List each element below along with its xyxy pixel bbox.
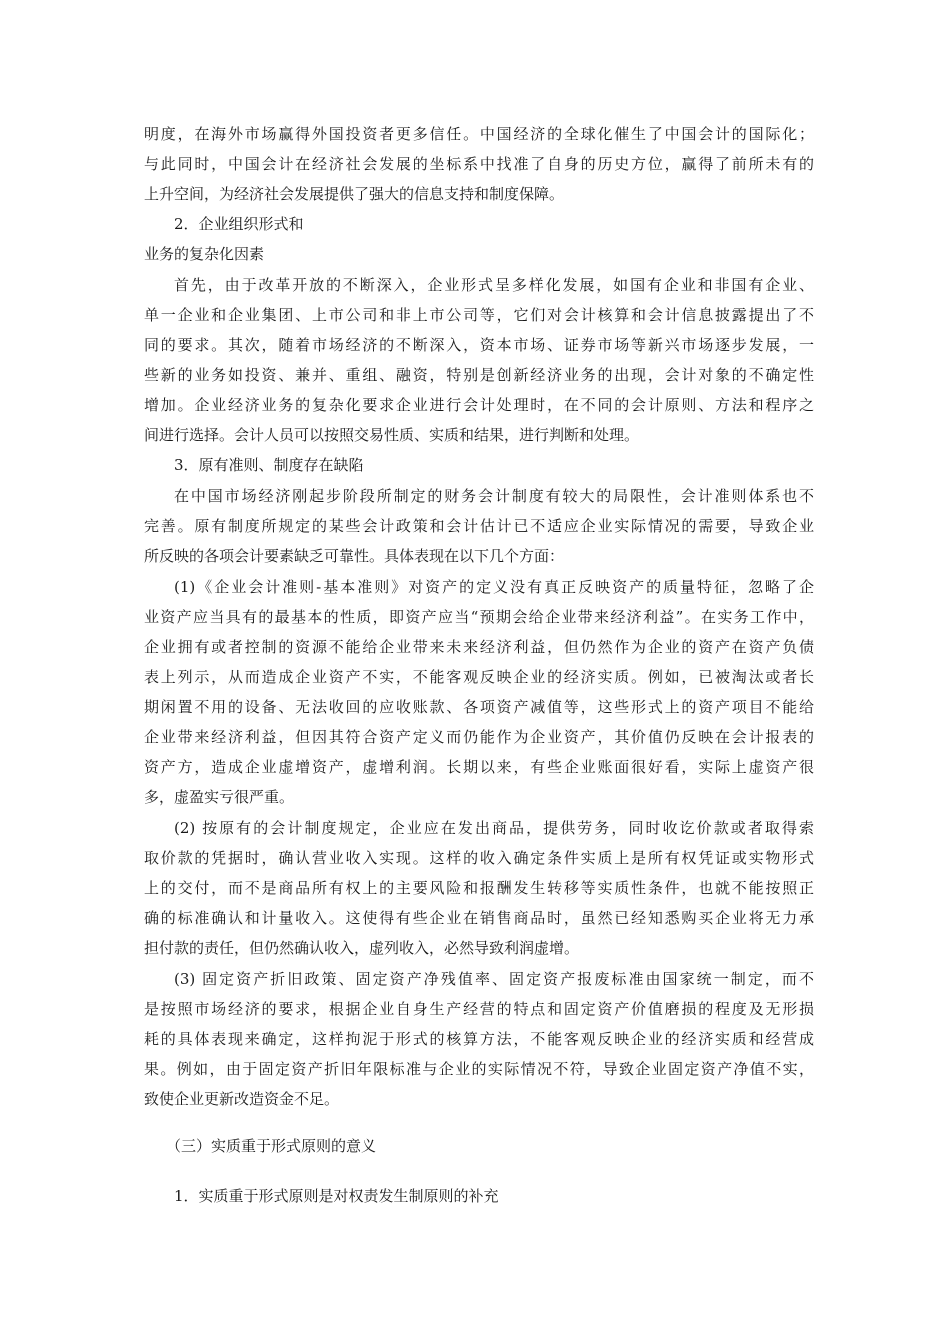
text-line: 所反映的各项会计要素缺乏可靠性。具体表现在以下几个方面：	[144, 547, 565, 565]
list-item-line: (2) 按原有的会计制度规定，企业应在发出商品，提供劳务，同时收讫价款或者取得索	[174, 819, 814, 837]
section-heading: 3．原有准则、制度存在缺陷	[174, 456, 364, 474]
text-line: 上升空间，为经济社会发展提供了强大的信息支持和制度保障。	[144, 185, 565, 203]
text-line: 在中国市场经济刚起步阶段所制定的财务会计制度有较大的局限性，会计准则体系也不	[174, 487, 814, 505]
list-item-line: 资产方，造成企业虚增资产，虚增利润。长期以来，有些企业账面很好看，实际上虚资产很	[144, 758, 814, 776]
list-item-line: 是按照市场经济的要求，根据企业自身生产经营的特点和固定资产价值磨损的程度及无形损	[144, 1000, 814, 1018]
text-line: 单一企业和企业集团、上市公司和非上市公司等，它们对会计核算和会计信息披露提出了不	[144, 306, 814, 324]
list-item-line: (3) 固定资产折旧政策、固定资产净残值率、固定资产报废标准由国家统一制定，而不	[174, 970, 814, 988]
text-line: 增加。企业经济业务的复杂化要求企业进行会计处理时，在不同的会计原则、方法和程序之	[144, 396, 814, 414]
text-line: 同的要求。其次，随着市场经济的不断深入，资本市场、证券市场等新兴市场逐步发展，一	[144, 336, 814, 354]
list-item-line: (1)《企业会计准则-基本准则》对资产的定义没有真正反映资产的质量特征，忽略了企	[174, 578, 814, 596]
subsection-heading: 1．实质重于形式原则是对权责发生制原则的补充	[174, 1187, 499, 1205]
list-item-line: 多，虚盈实亏很严重。	[144, 788, 295, 806]
list-item-line: 耗的具体表现来确定，这样拘泥于形式的核算方法，不能客观反映企业的经济实质和经营成	[144, 1030, 814, 1048]
list-item-line: 业资产应当具有的最基本的性质，即资产应当“预期会给企业带来经济利益”。在实务工作中，	[144, 608, 814, 626]
list-item-line: 表上列示，从而造成企业资产不实，不能客观反映企业的经济实质。例如，已被淘汰或者长	[144, 668, 814, 686]
list-item-line: 企业拥有或者控制的资源不能给企业带来未来经济利益，但仍然作为企业的资产在资产负债	[144, 638, 814, 656]
list-item-line: 确的标准确认和计量收入。这使得有些企业在销售商品时，虽然已经知悉购买企业将无力承	[144, 909, 814, 927]
list-item-line: 取价款的凭据时，确认营业收入实现。这样的收入确定条件实质上是所有权凭证或实物形式	[144, 849, 814, 867]
list-item-line: 致使企业更新改造资金不足。	[144, 1090, 340, 1108]
list-item-line: 期闲置不用的设备、无法收回的应收账款、各项资产减值等，这些形式上的资产项目不能给	[144, 698, 814, 716]
list-item-line: 果。例如，由于固定资产折旧年限标准与企业的实际情况不符，导致企业固定资产净值不实，	[144, 1060, 814, 1078]
text-line: 完善。原有制度所规定的某些会计政策和会计估计已不适应企业实际情况的需要，导致企业	[144, 517, 814, 535]
list-item-line: 企业带来经济利益，但因其符合资产定义而仍能作为企业资产，其价值仍反映在会计报表的	[144, 728, 814, 746]
section-heading: 2．企业组织形式和	[174, 215, 304, 233]
text-line: 些新的业务如投资、兼并、重组、融资，特别是创新经济业务的出现，会计对象的不确定性	[144, 366, 814, 384]
text-line: 首先，由于改革开放的不断深入，企业形式呈多样化发展，如国有企业和非国有企业、	[174, 276, 814, 294]
text-line: 明度，在海外市场赢得外国投资者更多信任。中国经济的全球化催生了中国会计的国际化；	[144, 125, 814, 143]
list-item-line: 上的交付，而不是商品所有权上的主要风险和报酬发生转移等实质性条件，也就不能按照正	[144, 879, 814, 897]
text-line: 间进行选择。会计人员可以按照交易性质、实质和结果，进行判断和处理。	[144, 426, 640, 444]
text-line: 与此同时，中国会计在经济社会发展的坐标系中找准了自身的历史方位，赢得了前所未有的	[144, 155, 814, 173]
section-heading: （三）实质重于形式原则的意义	[166, 1137, 377, 1155]
list-item-line: 担付款的责任，但仍然确认收入，虚列收入，必然导致利润虚增。	[144, 939, 580, 957]
section-heading: 业务的复杂化因素	[144, 245, 265, 263]
